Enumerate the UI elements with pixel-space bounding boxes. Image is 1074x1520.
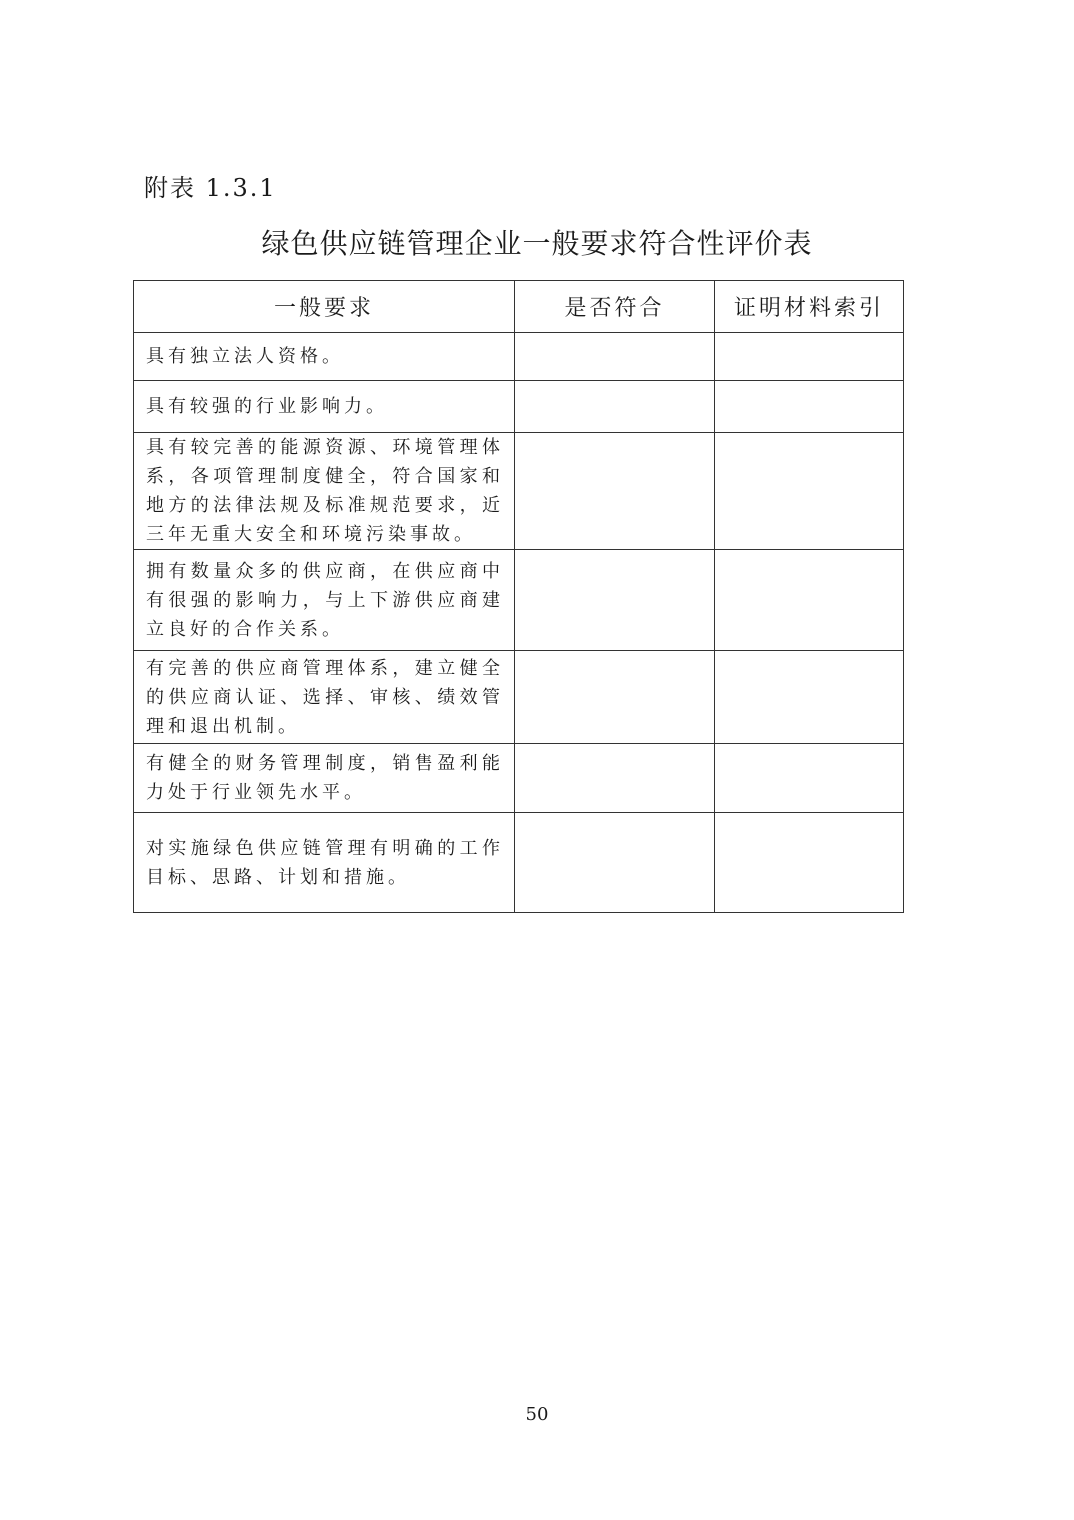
requirement-cell: 对实施绿色供应链管理有明确的工作目标、思路、计划和措施。: [134, 813, 515, 913]
requirement-cell: 拥有数量众多的供应商，在供应商中有很强的影响力，与上下游供应商建立良好的合作关系。: [134, 550, 515, 651]
requirement-cell: 具有独立法人资格。: [134, 333, 515, 381]
requirement-cell: 具有较强的行业影响力。: [134, 381, 515, 433]
table-row: [134, 381, 904, 433]
header-requirement: 一般要求: [134, 281, 515, 333]
requirement-cell: 有完善的供应商管理体系，建立健全的供应商认证、选择、审核、绩效管理和退出机制。: [134, 651, 515, 744]
table-header-row: [134, 281, 904, 333]
compliance-cell[interactable]: [515, 433, 715, 550]
document-title: 绿色供应链管理企业一般要求符合性评价表: [261, 227, 813, 260]
evidence-index-cell[interactable]: [715, 433, 904, 550]
table-row: [134, 651, 904, 744]
evidence-index-cell[interactable]: [715, 651, 904, 744]
evidence-index-cell[interactable]: [715, 813, 904, 913]
compliance-cell[interactable]: [515, 813, 715, 913]
requirement-cell: 有健全的财务管理制度，销售盈利能力处于行业领先水平。: [134, 744, 515, 813]
requirements-table: [133, 280, 904, 913]
evidence-index-cell[interactable]: [715, 550, 904, 651]
requirement-cell: 具有较完善的能源资源、环境管理体系，各项管理制度健全，符合国家和地方的法律法规及标准规范要求，近三年无重大安全和环境污染事故。: [134, 433, 515, 550]
evidence-index-cell[interactable]: [715, 381, 904, 433]
compliance-cell[interactable]: [515, 550, 715, 651]
page-number: 50: [525, 1404, 549, 1425]
header-compliance: 是否符合: [515, 281, 715, 333]
appendix-label: 附表 1.3.1: [144, 174, 277, 202]
evidence-index-cell[interactable]: [715, 744, 904, 813]
compliance-cell[interactable]: [515, 381, 715, 433]
table-row: [134, 433, 904, 550]
compliance-cell[interactable]: [515, 744, 715, 813]
header-evidence-index: 证明材料索引: [715, 281, 904, 333]
table-row: [134, 550, 904, 651]
table-row: [134, 813, 904, 913]
evidence-index-cell[interactable]: [715, 333, 904, 381]
table-row: [134, 333, 904, 381]
compliance-cell[interactable]: [515, 333, 715, 381]
table-row: [134, 744, 904, 813]
compliance-cell[interactable]: [515, 651, 715, 744]
